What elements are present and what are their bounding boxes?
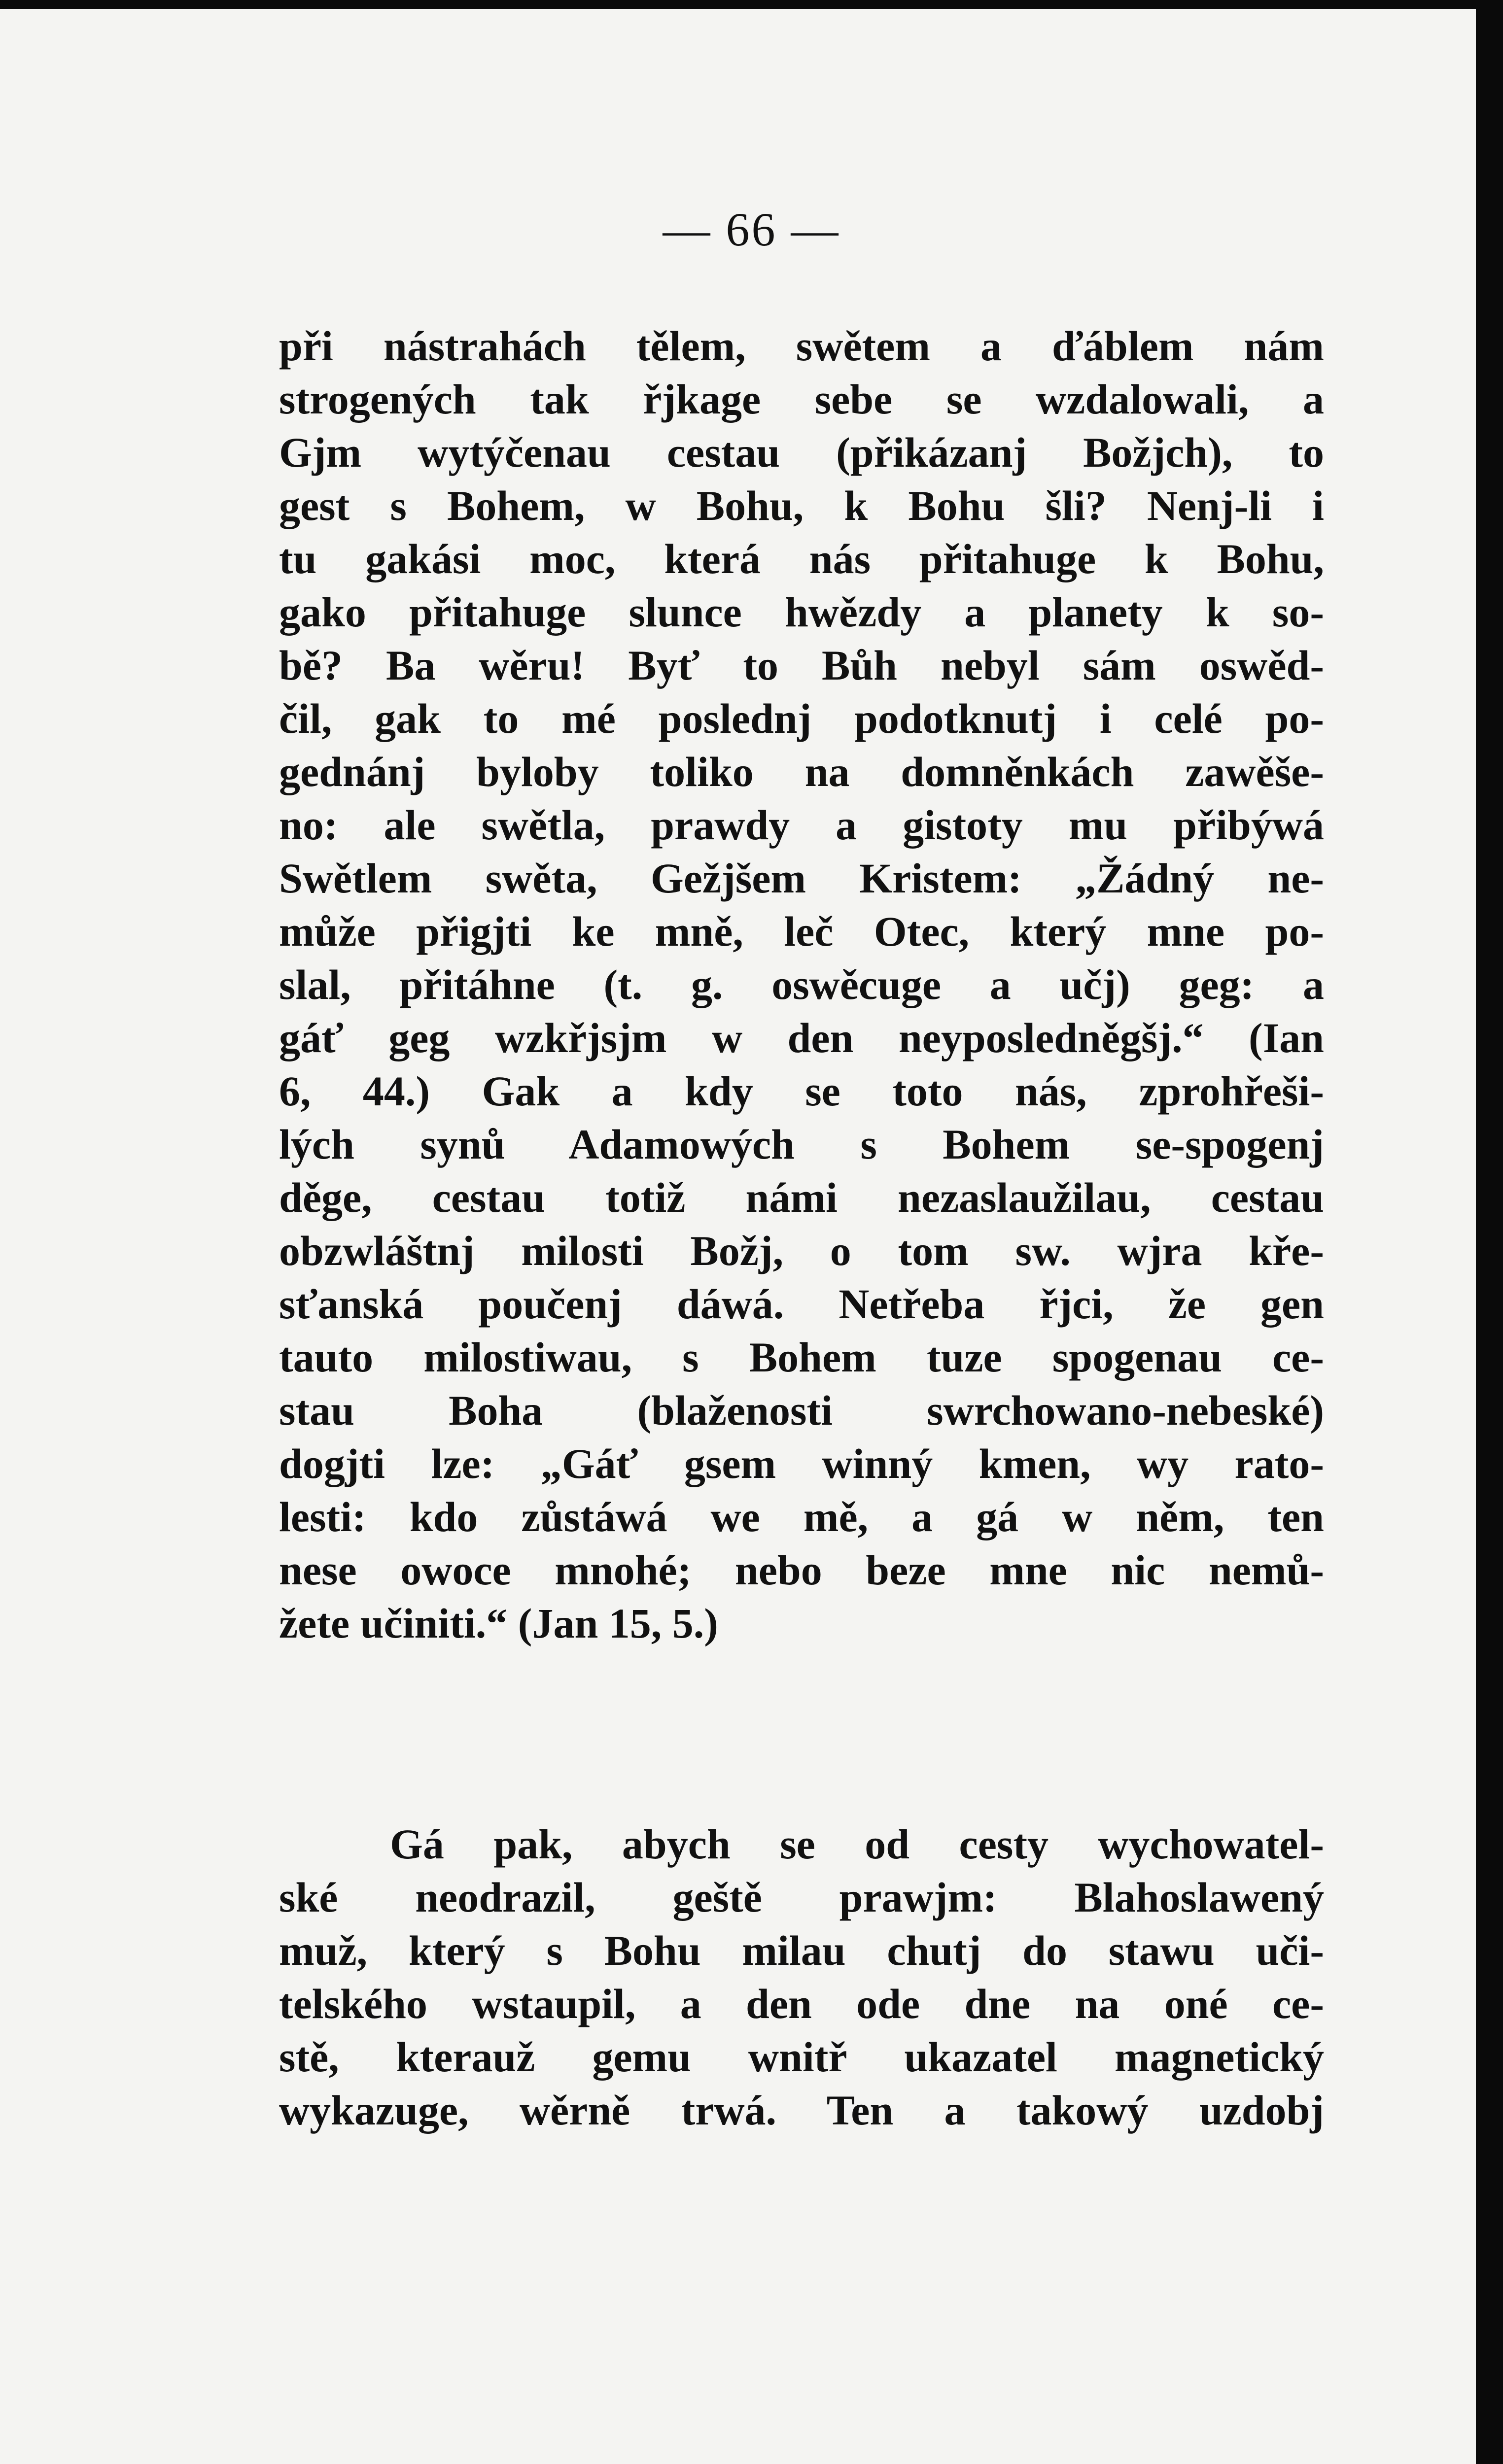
text-line: strogených tak řjkage sebe se wzdalowali, a [279,376,1324,423]
text-line: gáť geg wzkřjsjm w den neyposledněgšj.“ (Ian [279,1014,1324,1061]
text-line: gako přitahuge slunce hwězdy a planety k so- [279,588,1324,636]
text-line: stau Boha (blaženosti swrchowano-nebeské) [279,1387,1324,1434]
text-line: muž, který s Bohu milau chutj do stawu uči- [279,1927,1324,1974]
text-line: čil, gak to mé poslednj podotknutj i celé po- [279,695,1324,742]
scan-top-border [0,0,1503,9]
text-line: žete učiniti.“ (Jan 15, 5.) [279,1600,718,1647]
text-line: bě? Ba wěru! Byť to Bůh nebyl sám oswěd- [279,642,1324,689]
text-line: Gá pak, abych se od cesty wychowatel- [390,1820,1324,1868]
text-line: dogjti lze: „Gáť gsem winný kmen, wy rato- [279,1440,1324,1487]
page-number: — 66 — [663,203,840,256]
paragraph-1 [279,319,1324,1650]
text-line: může přigjti ke mně, leč Otec, který mne po- [279,908,1324,955]
text-line: slal, přitáhne (t. g. oswěcuge a učj) geg: a [279,961,1324,1008]
text-line: při nástrahách tělem, swětem a ďáblem nám [279,322,1324,370]
text-line: obzwláštnj milosti Božj, o tom sw. wjra kře- [279,1227,1324,1274]
text-line: tu gakási moc, která nás přitahuge k Bohu, [279,535,1324,582]
text-line: děge, cestau totiž námi nezaslaužilau, cestau [279,1174,1324,1221]
text-line: no: ale swětla, prawdy a gistoty mu přibýwá [279,801,1324,849]
text-line: lesti: kdo zůstáwá we mě, a gá w něm, ten [279,1493,1324,1540]
text-line: telského wstaupil, a den ode dne na oné ce- [279,1980,1324,2027]
text-line: sťanská poučenj dáwá. Netřeba řjci, že gen [279,1280,1324,1328]
text-line: tauto milostiwau, s Bohem tuze spogenau ce- [279,1334,1324,1381]
text-line: ské neodrazil, geště prawjm: Blahoslawený [279,1874,1324,1921]
text-line: 6, 44.) Gak a kdy se toto nás, zprohřeši- [279,1067,1324,1115]
scan-right-border [1476,0,1503,2464]
text-line: wykazuge, wěrně trwá. Ten a takowý uzdobj [279,2087,1324,2134]
text-line: gest s Bohem, w Bohu, k Bohu šli? Nenj-li i [279,482,1324,529]
text-line: nese owoce mnohé; nebo beze mne nic nemů- [279,1546,1324,1594]
text-line: gednánj byloby toliko na domněnkách zawěše- [279,748,1324,795]
text-line: Gjm wytýčenau cestau (přikázanj Božjch), to [279,429,1324,476]
text-line: lých synů Adamowých s Bohem se-spogenj [279,1121,1324,1168]
text-line: Swětlem swěta, Gežjšem Kristem: „Žádný ne- [279,855,1324,902]
text-line: stě, kterauž gemu wnitř ukazatel magnetický [279,2033,1324,2081]
paragraph-2 [279,1817,1324,2137]
